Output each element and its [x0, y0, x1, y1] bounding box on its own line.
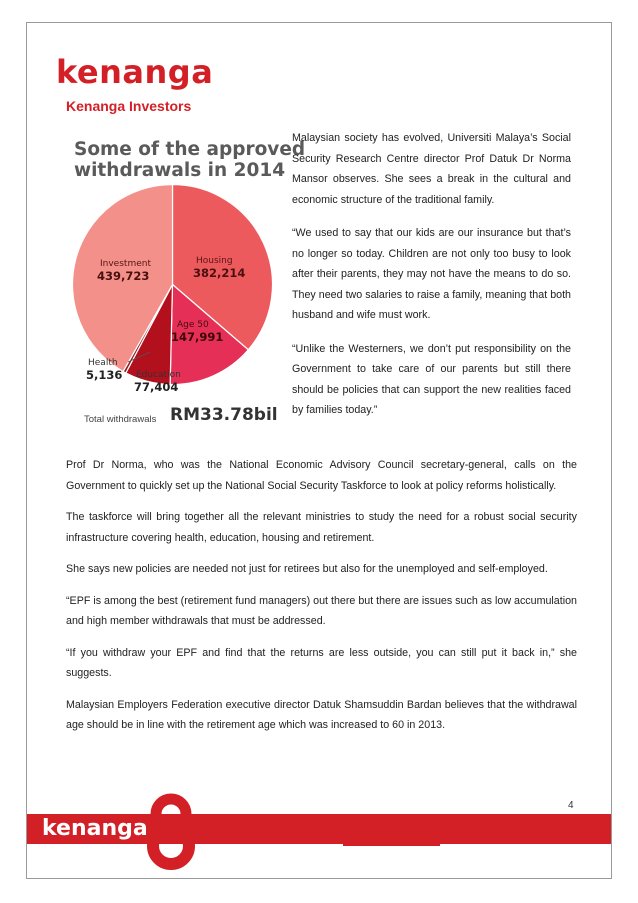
pie-label-investment: Investment: [100, 259, 151, 269]
chart-title-line-2: withdrawals in 2014: [74, 160, 286, 181]
footer-kenanga-logo: kenanga: [42, 816, 148, 841]
withdrawals-pie-chart: [70, 182, 275, 387]
paragraph: “We used to say that our kids are our insurance but that’s no longer so today. Children are not only too busy to look after their parents, they may not have the means to do so. They need two salaries to raise a family, meaning that both husband and wife must work.: [292, 227, 571, 321]
page-number: 4: [568, 800, 574, 811]
paragraph: “EPF is among the best (retirement fund managers) out there but there are issues such as low accumulation and high member withdrawals that must be addressed.: [66, 594, 577, 627]
pie-value-education: 77,404: [134, 380, 179, 394]
footer-accent-line: [343, 843, 440, 846]
kenanga-logo: kenanga: [56, 53, 214, 91]
pie-value-age50: 147,991: [171, 330, 224, 344]
paragraph: Prof Dr Norma, who was the National Economic Advisory Council secretary-general, calls on the Government to quickly set up the National Social Security Taskforce to look at policy reforms holistically.: [66, 459, 577, 492]
paragraph: Malaysian Employers Federation executive director Datuk Shamsuddin Bardan believes that the withdrawal age should be in line with the retirement age which was increased to 60 in 2013.: [66, 698, 577, 731]
footer-eight-emblem: [138, 792, 204, 870]
total-withdrawals-value: RM33.78bil: [170, 405, 278, 425]
paragraph: “If you withdraw your EPF and find that the returns are less outside, you can still put it back in,” she suggests.: [66, 646, 577, 679]
pie-label-housing: Housing: [196, 256, 233, 266]
paragraph: Malaysian society has evolved, Universiti Malaya’s Social Security Research Centre director Prof Datuk Dr Norma Mansor observes. She sees a break in the cultural and economic structure of the traditional family.: [292, 132, 571, 206]
paragraph: “Unlike the Westerners, we don’t put responsibility on the Government to take care of our parents but still there should be policies that can support the new realities faced by families today.”: [292, 342, 571, 416]
chart-title-line-1: Some of the approved: [74, 139, 306, 160]
pie-label-education: Education: [136, 370, 181, 380]
pie-value-health: 5,136: [86, 368, 123, 382]
paragraph: The taskforce will bring together all the relevant ministries to study the need for a robust social security infrastructure covering health, education, housing and retirement.: [66, 511, 577, 544]
kenanga-investors-subtitle: Kenanga Investors: [66, 98, 192, 114]
total-withdrawals-label: Total withdrawals: [84, 414, 157, 425]
paragraph: She says new policies are needed not just for retirees but also for the unemployed and self-employed.: [66, 563, 548, 575]
pie-value-investment: 439,723: [97, 269, 150, 283]
pie-value-housing: 382,214: [193, 266, 246, 280]
pie-label-age50: Age 50: [177, 320, 209, 330]
pie-label-health: Health: [88, 358, 118, 368]
right-column-text: [292, 128, 571, 434]
article-body: [66, 455, 577, 747]
chart-title: [74, 139, 306, 181]
